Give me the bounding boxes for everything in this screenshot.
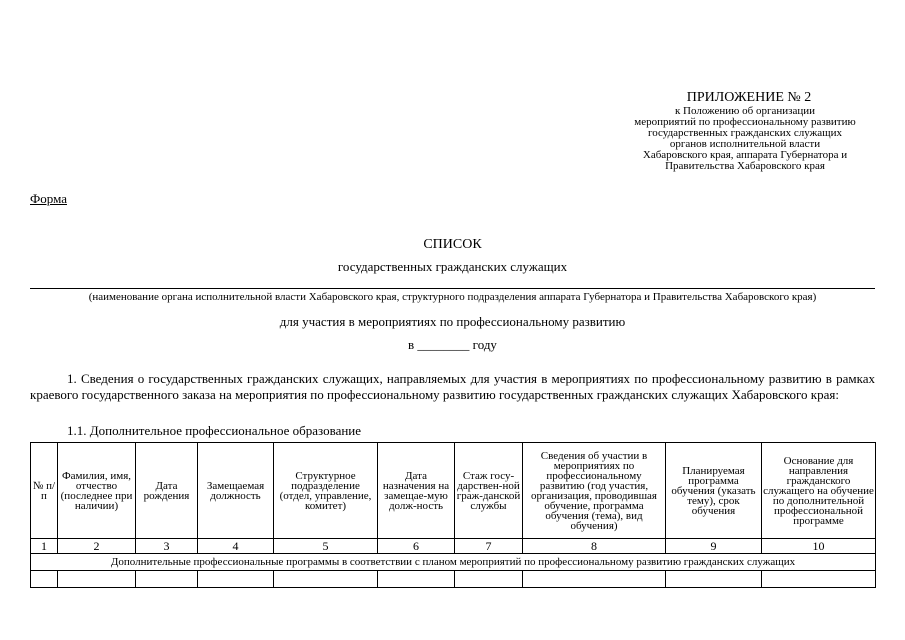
employee-table [30, 442, 876, 588]
column-number: 4 [198, 539, 274, 554]
appendix-block [600, 90, 890, 172]
column-header: Стаж госу-дарствен-ной граж-данской службы [455, 443, 523, 539]
document-subtitle: государственных гражданских служащих [337, 259, 568, 274]
table-cell[interactable] [31, 571, 58, 588]
table-cell[interactable] [666, 571, 762, 588]
appendix-line: Хабаровского края, аппарата Губернатора и [642, 149, 848, 161]
column-header: Планируемая программа обучения (указать тему), срок обучения [666, 443, 762, 539]
table-cell[interactable] [378, 571, 455, 588]
column-header: Основание для направления гражданского служащего на обучение по дополнительной профессиональной программе [762, 443, 876, 539]
column-number: 3 [136, 539, 198, 554]
table-section-row [31, 554, 876, 571]
underline-note: (наименование органа исполнительной власти Хабаровского края, структурного подразделения аппарата Губернатора и Правительства Хабаровского края) [88, 291, 817, 303]
form-label: Форма [30, 191, 67, 206]
table-row [31, 571, 876, 588]
column-number: 8 [523, 539, 666, 554]
section-row-label: Дополнительные профессиональные программы в соответствии с планом мероприятий по профессиональному развитию гражданских служащих [31, 554, 876, 571]
subsection-heading: 1.1. Дополнительное профессиональное образование [67, 423, 362, 438]
document-title: СПИСОК [423, 237, 482, 252]
table-number-row [31, 539, 876, 554]
table-cell[interactable] [762, 571, 876, 588]
section-paragraph: 1. Сведения о государственных гражданских служащих, направляемых для участия в мероприятиях по профессиональному развитию в рамках краевого государственного заказа на мероприятия по профессиональному развитию государственных гражданских служащих Хабаровского края: [30, 371, 875, 402]
purpose-line: для участия в мероприятиях по профессиональному развитию [279, 314, 626, 329]
appendix-line: к Положению об организации [674, 105, 816, 117]
underline-rule [30, 288, 875, 289]
appendix-line: мероприятий по профессиональному развитию [634, 116, 856, 128]
table-cell[interactable] [523, 571, 666, 588]
table-cell[interactable] [58, 571, 136, 588]
appendix-line: органов исполнительной власти [669, 138, 821, 150]
column-header: Фамилия, имя, отчество (последнее при наличии) [58, 443, 136, 539]
column-header: Сведения об участии в мероприятиях по профессиональному развитию (год участия, организация, проводившая обучение, программа обучения (тема), вид обучения) [523, 443, 666, 539]
column-number: 9 [666, 539, 762, 554]
column-number: 7 [455, 539, 523, 554]
column-header: Структурное подразделение (отдел, управление, комитет) [274, 443, 378, 539]
appendix-line: государственных гражданских служащих [648, 127, 842, 139]
table-cell[interactable] [136, 571, 198, 588]
table-cell[interactable] [274, 571, 378, 588]
column-header: № п/п [31, 443, 58, 539]
year-line: в ________ году [408, 337, 497, 352]
table-cell[interactable] [455, 571, 523, 588]
column-number: 2 [58, 539, 136, 554]
column-number: 6 [378, 539, 455, 554]
column-number: 10 [762, 539, 876, 554]
column-header: Дата назначения на замещае-мую долж-ность [378, 443, 455, 539]
column-number: 1 [31, 539, 58, 554]
table-header-row [31, 443, 876, 539]
column-header: Дата рождения [136, 443, 198, 539]
column-header: Замещаемая должность [198, 443, 274, 539]
column-number: 5 [274, 539, 378, 554]
table-cell[interactable] [198, 571, 274, 588]
appendix-line: Правительства Хабаровского края [665, 160, 825, 172]
appendix-title: ПРИЛОЖЕНИЕ № 2 [686, 90, 812, 105]
